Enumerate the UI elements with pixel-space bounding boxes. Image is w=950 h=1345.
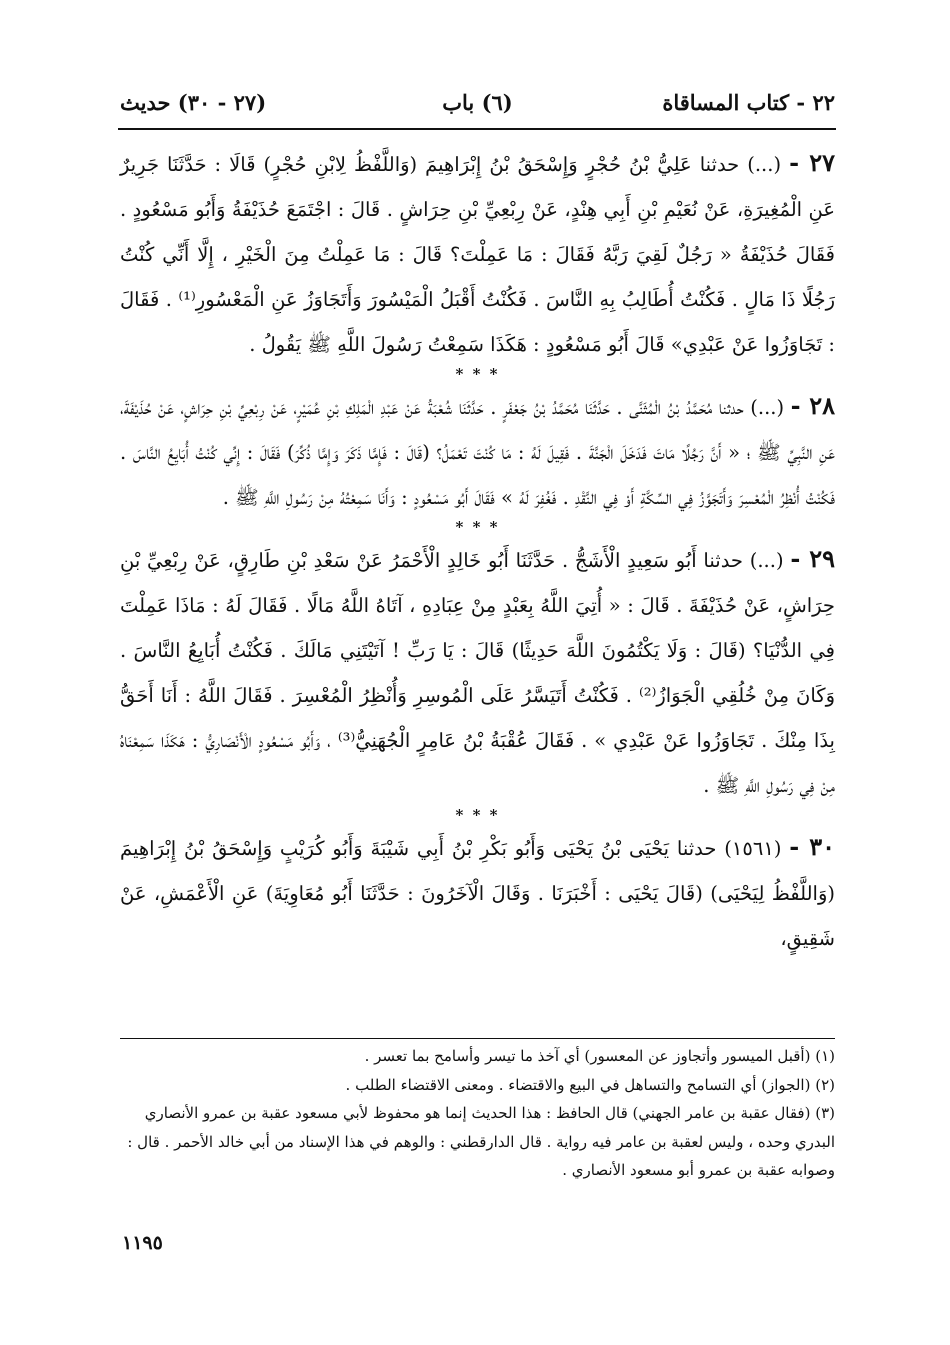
- header-book-title: ٢٢ - كتاب المساقاة: [662, 90, 835, 115]
- hadith-number: ٢٧ -: [789, 148, 835, 177]
- footnote-divider: [120, 1038, 835, 1039]
- footnote-1: (١) (أقبل الميسور وأتجاوز عن المعسور) أي آخذ ما تيسر وأسامح بما تعسر .: [364, 1047, 835, 1065]
- page-number: ١١٩٥: [122, 1232, 163, 1254]
- main-text: [120, 140, 835, 961]
- hadith-text: (...) حدثنا عَلِيُّ بْنُ حُجْرٍ وَإِسْحَقُ بْنُ إِبْرَاهِيمَ (وَاللَّفْظُ لِابْنِ حُجْرٍ) قَالَا : حَدَّثَنَا جَرِيرٌ عَنِ الْمُغِيرَةِ، عَنْ نُعَيْمِ بْنِ أَبِي هِنْدٍ، عَنْ رِبْعِيِّ بْنِ حِرَاشٍ . قَالَ : اجْتَمَعَ حُذَيْفَةُ وَأَبُو مَسْعُودٍ . فَقَالَ حُذَيْفَةُ « رَجُلٌ لَقِيَ رَبَّهُ فَقَالَ : مَا عَمِلْتَ؟ قَالَ : مَا عَمِلْتُ مِنَ الْخَيْرِ ، إِلَّا أَنِّي كُنْتُ رَجُلًا ذَا مَالٍ . فَكُنْتُ أُطَالِبُ بِهِ النَّاسَ . فَكُنْتُ أَقْبَلُ الْمَيْسُورَ وَأَتَجَاوَزُ عَنِ الْمَعْسُورِ⁽¹⁾ . فَقَالَ : تَجَاوَزُوا عَنْ عَبْدِي» قَالَ أَبُو مَسْعُودٍ : هَكَذَا سَمِعْتُ رَسُولَ اللَّهِ ﷺ يَقُولُ .: [120, 153, 835, 356]
- hadith-text: (...) حدثنا مُحَمَّدُ بْنُ الْمُثَنَّى . حَدَّثَنَا مُحَمَّدُ بْنُ جَعْفَرٍ . حَدَّثَنَا شُعْبَةُ عَنْ عَبْدِ الْمَلِكِ بْنِ عُمَيْرٍ، عَنْ رِبْعِيِّ بْنِ حِرَاشٍ، عَنْ حُذَيْفَةَ، عَنِ النَّبِيِّ ﷺ ؛ « أَنَّ رَجُلًا مَاتَ فَدَخَلَ الْجَنَّةَ . فَقِيلَ لَهُ : مَا كُنْتَ تَعْمَلُ؟ (قَالَ : فَإِمَّا ذَكَرَ وَإِمَّا ذُكِّرَ) فَقَالَ : إِنِّي كُنْتُ أُبَايِعُ النَّاسَ . فَكُنْتُ أُنْظِرُ الْمُعْسِرَ وَأَتَجَوَّزُ فِي السِّكَّةِ أَوْ فِي النَّقْدِ . فَغُفِرَ لَهُ » فَقَالَ أَبُو مَسْعُودٍ : وَأَنَا سَمِعْتُهُ مِنْ رَسُولِ اللَّهِ ﷺ .: [120, 396, 835, 509]
- hadith-29: [120, 536, 835, 808]
- header-hadith-range: (٢٧ - ٣٠) حديث: [120, 90, 267, 115]
- section-separator: * * *: [455, 806, 500, 824]
- section-separator: * * *: [455, 518, 500, 536]
- hadith-text: (...) حدثنا أَبُو سَعِيدٍ الْأَشَجُّ . حَدَّثَنَا أَبُو خَالِدٍ الْأَحْمَرُ عَنْ سَعْدِ بْنِ طَارِقٍ، عَنْ رِبْعِيِّ بْنِ حِرَاشٍ، عَنْ حُذَيْفَةَ . قَالَ : « أُتِيَ اللَّهُ بِعَبْدٍ مِنْ عِبَادِهِ ، آتَاهُ اللَّهُ مَالًا . فَقَالَ لَهُ : مَاذَا عَمِلْتَ فِي الدُّنْيَا؟ (قَالَ : وَلَا يَكْتُمُونَ اللَّهَ حَدِيثًا) قَالَ : يَا رَبِّ ! آتَيْتَنِي مَالَكَ . فَكُنْتُ أُبَايِعُ النَّاسَ . وَكَانَ مِنْ خُلُقِي الْجَوَازُ⁽²⁾ . فَكُنْتُ أَتَيَسَّرُ عَلَى الْمُوسِرِ وَأُنْظِرُ الْمُعْسِرَ . فَقَالَ اللَّهُ : أَنَا أَحَقُّ بِذَا مِنْكَ . تَجَاوَزُوا عَنْ عَبْدِي » . فَقَالَ عُقْبَةُ بْنُ عَامِرٍ الْجُهَنِيُّ⁽³⁾ ، وَأَبُو مَسْعُودٍ الْأَنْصَارِيُّ : هَكَذَا سَمِعْنَاهُ مِنْ فِي رَسُولِ اللَّهِ ﷺ .: [120, 549, 835, 797]
- hadith-number: ٢٩ -: [790, 544, 835, 573]
- header-chapter: (٦) باب: [442, 90, 513, 115]
- hadith-number: ٢٨ -: [790, 391, 835, 420]
- running-header: [120, 86, 835, 126]
- hadith-28: [120, 383, 835, 520]
- footnote-2: (٢) (الجواز) أي التسامح والتساهل في البيع والاقتضاء . ومعنى الاقتضاء الطلب .: [345, 1075, 835, 1094]
- hadith-27: [120, 140, 835, 367]
- footnotes: [120, 1042, 835, 1185]
- section-separator: * * *: [455, 365, 500, 383]
- hadith-30: [120, 824, 835, 961]
- header-divider: [118, 128, 836, 130]
- footnote-3: (٣) (فقال عقبة بن عامر الجهني) قال الحافظ : هذا الحديث إنما هو محفوظ لأبي مسعود عقبة بن عمرو الأنصاري البدري وحده ، وليس لعقبة بن عامر فيه رواية . قال الدارقطني : والوهم في هذا الإسناد من أبي خالد الأحمر . قال : وصوابه عقبة بن عمرو أبو مسعود الأنصاري .: [127, 1104, 835, 1179]
- hadith-number: ٣٠ -: [789, 832, 835, 861]
- hadith-text: (١٥٦١) حدثنا يَحْيَى بْنُ يَحْيَى وَأَبُو بَكْرِ بْنُ أَبِي شَيْبَةَ وَأَبُو كُرَيْبٍ وَإِسْحَقُ بْنُ إِبْرَاهِيمَ (وَاللَّفْظُ لِيَحْيَى) (قَالَ يَحْيَى : أَخْبَرَنَا . وَقَالَ الْآخَرُونَ : حَدَّثَنَا أَبُو مُعَاوِيَةَ) عَنِ الْأَعْمَشِ، عَنْ شَقِيقٍ،: [120, 837, 835, 950]
